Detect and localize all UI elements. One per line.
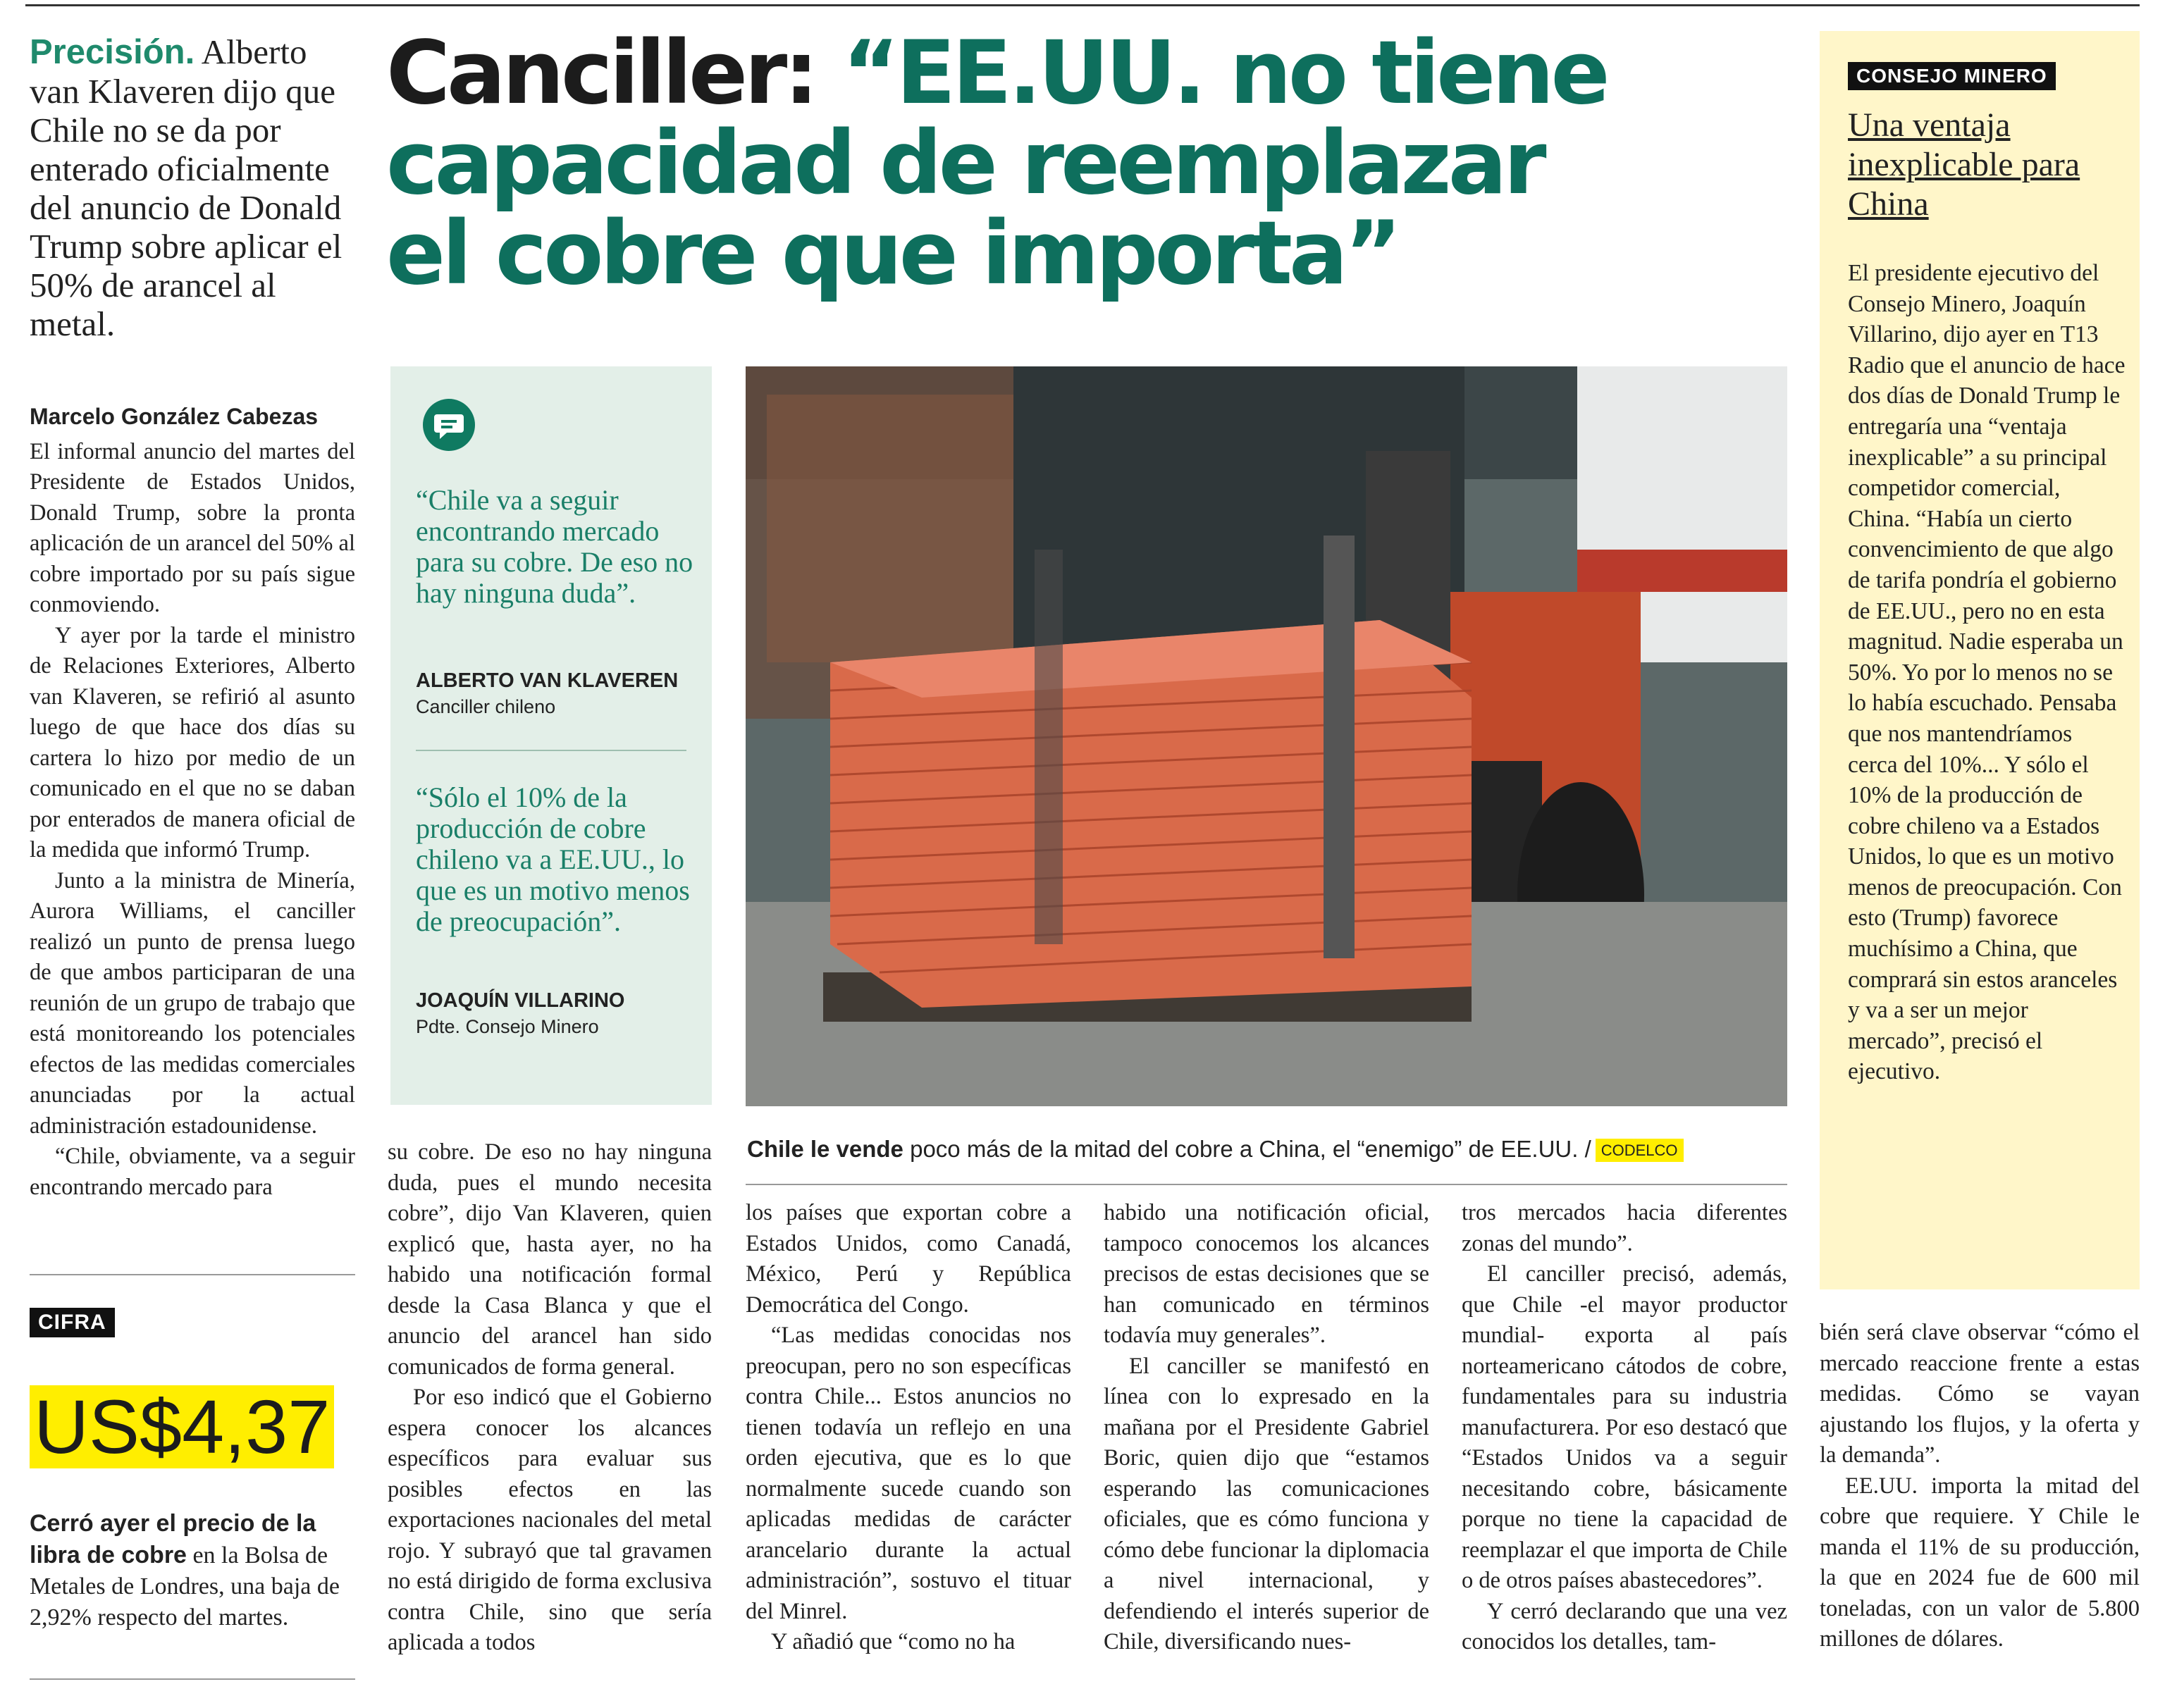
cifra-description-rest: en la Bolsa de Metales de Londres, una baja de 2,92% respecto del martes. [30,1542,340,1630]
headline-kicker: Canciller: [386,23,815,124]
paragraph: su cobre. De eso no hay ninguna duda, pues el mundo necesita cobre”, dijo Van Klaveren, quien explicó que, hasta ayer, no ha habido una notificación formal desde la Casa Blanca y que el anuncio del arancel han sido comunicados de forma general. [388,1139,712,1380]
paragraph: tros mercados hacia diferentes zonas del mundo”. [1462,1200,1787,1256]
quote-1-name: ALBERTO VAN KLAVEREN [416,669,679,692]
cifra-description-bold: Cerró ayer el precio de la libra de cobre [30,1510,316,1568]
paragraph: habido una notificación oficial, tampoco conocemos los alcances precisos de estas decisiones que se han comunicado en términos todavía muy generales”. [1104,1200,1429,1348]
paragraph: El canciller precisó, además, que Chile -el mayor productor mundial- exporta al país norteamericano cátodos de cobre, fundamentales para su industria manufacturera. Por eso destacó que “Estados Unidos va a seguir necesitando cobre, básicamente porque no tiene la capacidad de reemplazar el que importa de Chile o de otros países abastecedores”. [1462,1261,1787,1593]
paragraph: Y añadió que “como no ha [771,1629,1016,1654]
article-column-3 [746,1198,1071,1658]
lead-tag: Precisión. [30,33,195,71]
paragraph: Por eso indicó que el Gobierno espera conocer los alcances específicos para evaluar sus posibles efectos en las exportaciones nacionales del metal rojo. Y subrayó que tal gravamen no está dirigido de forma exclusiva contra Chile, sino que sería aplicada a todos [388,1385,712,1655]
headline-line-2: capacidad de reemplazar [386,113,1543,214]
quote-1-role: Canciller chileno [416,696,556,717]
headline-line-3: el cobre que importa” [386,203,1399,304]
paragraph: Y cerró declarando que una vez conocidos los detalles, tam- [1462,1598,1787,1654]
article-column-6 [1820,1318,2140,1655]
paragraph: El informal anuncio del martes del Presidente de Estados Unidos, Donald Trump, sobre la pronta aplicación de un arancel del 50% al cobre importado por su país sigue conmoviendo. [30,438,355,617]
quote-box-notch [431,1078,457,1105]
paragraph: Junto a la ministra de Minería, Aurora Williams, el canciller realizó un punto de prensa luego de que ambos participaran de una reunión de un grupo de trabajo que está monitoreando los potenciales efectos de las medidas comerciales anunciadas por la actual administración estadounidense. [30,867,355,1139]
divider [30,1274,355,1275]
quote-2-role: Pdte. Consejo Minero [416,1016,599,1037]
paragraph: El canciller se manifestó en línea con lo expresado en la mañana por el Presidente Gabriel Boric, quien dijo que “estamos esperando las comunicaciones oficiales, que es cómo funciona y cómo debe funcionar la diplomacia a nivel internacional, y defendiendo el interés superior de Chile, diversificando nues- [1104,1353,1429,1654]
article-column-2 [388,1137,712,1659]
photo-caption-rest: poco más de la mitad del cobre a China, el “enemigo” de EE.UU. / [903,1136,1591,1162]
byline: Marcelo González Cabezas [30,404,319,429]
speech-bubble-icon [423,399,475,451]
quote-2-name: JOAQUÍN VILLARINO [416,989,625,1012]
quote-divider [416,750,686,751]
sidebar-text: El presidente ejecutivo del Consejo Minero, Joaquín Villarino, dijo ayer en T13 Radio que el anuncio de hace dos días de Donald Trump le entregaría una “ventaja inexplicable” a su principal competidor comercial, China. “Había un cierto convencimiento de que algo de tarifa pondría el gobierno de EE.UU., pero no en esta magnitud. Nadie esperaba un 50%. Yo por lo menos no se lo había escuchado. Pensaba que nos mantendríamos cerca del 10%... Y sólo el 10% de la producción de cobre chileno va a Estados Unidos, lo que es un motivo menos de preocupación. Con esto (Trump) favorece muchísimo a China, que comprará sin estos aranceles y va a ser un mejor mercado”, precisó el ejecutivo. [1848,260,2126,1085]
photo-caption-bold: Chile le vende [747,1136,903,1162]
lead-summary [30,32,361,343]
sidebar-tag: CONSEJO MINERO [1848,62,2056,90]
cifra-description [30,1508,355,1633]
article-column-5 [1462,1198,1787,1658]
paragraph: “Las medidas conocidas nos preocupan, pero no son específicas contra Chile... Estos anuncios no tienen todavía un reflejo en una orden ejecutiva, que es lo que normalmente sucede cuando son aplicadas medidas de carácter arancelario durante la actual administración”, sostuvo el tituar del Minrel. [746,1323,1071,1624]
sidebar-title: Una ventaja inexplicable para China [1848,106,2080,223]
photo-caption [747,1136,1684,1163]
paragraph: los países que exportan cobre a Estados Unidos, como Canadá, México, Perú y República Democrática del Congo. [746,1200,1071,1318]
divider [30,1678,355,1680]
paragraph: “Chile, obviamente, va a seguir encontrando mercado para [30,1144,355,1200]
quote-1-text: “Chile va a seguir encontrando mercado para su cobre. De eso no hay ninguna duda”. [416,484,693,609]
divider [746,1184,1787,1185]
article-photo [746,366,1787,1106]
paragraph: Y ayer por la tarde el ministro de Relaciones Exteriores, Alberto van Klaveren, se refirió al asunto luego de que hace dos días su cartera lo hizo por medio de un comunicado en el que no se daban por enterados de manera oficial de la medida que informó Trump. [30,622,355,862]
headline-line-1: “EE.UU. no tiene [841,23,1607,124]
paragraph: bién será clave observar “cómo el mercado reaccione frente a estas medidas. Cómo se vayan ajustando los flujos, y la oferta y la demanda”. [1820,1320,2140,1468]
photo-credit: CODELCO [1596,1139,1684,1162]
cifra-label: CIFRA [30,1308,115,1337]
headline [386,23,1725,304]
quote-2-text: “Sólo el 10% de la producción de cobre chileno va a EE.UU., lo que es un motivo menos de preocupación”. [416,781,690,937]
cifra-value: US$4,37 [30,1385,334,1468]
lead-text: Alberto van Klaveren dijo que Chile no se da por enterado oficialmente del anuncio de Donald Trump sobre aplicar el 50% de arancel al metal. [30,32,343,343]
top-rule [25,4,2140,6]
paragraph: EE.UU. importa la mitad del cobre que requiere. Y Chile le manda el 11% de su producción, la que en 2024 fue de 600 mil toneladas, con un valor de 5.800 millones de dólares. [1820,1473,2140,1652]
article-column-4 [1104,1198,1429,1658]
article-column-1 [30,402,355,1203]
